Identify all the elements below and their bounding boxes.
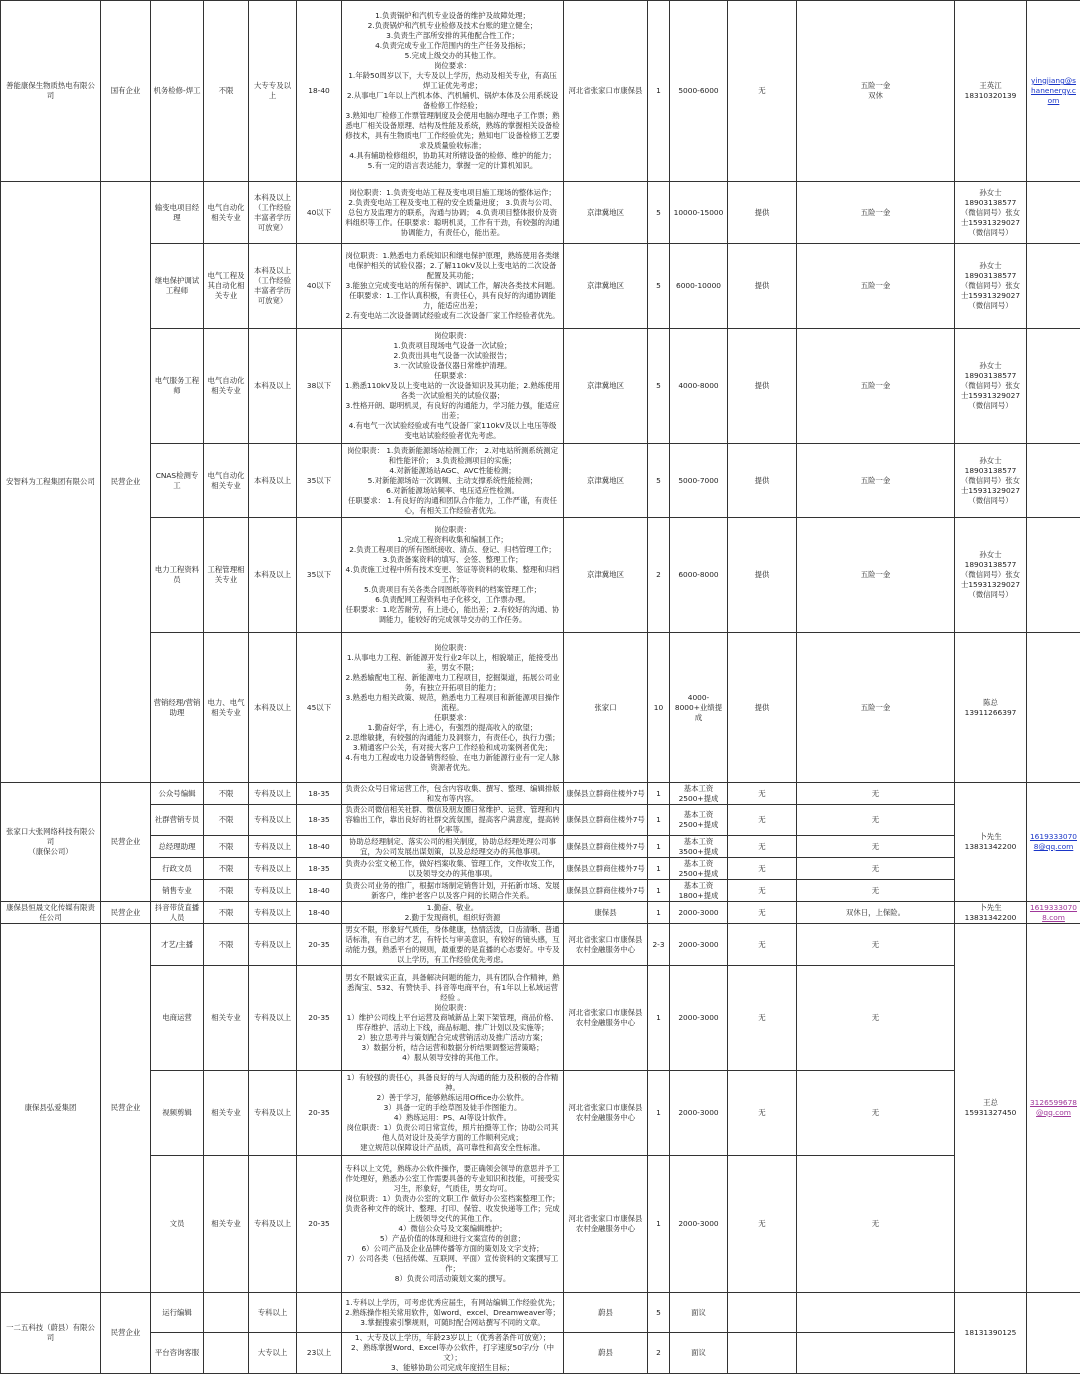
job-benefits [797, 1293, 955, 1333]
job-age: 18-40 [297, 902, 342, 924]
job-benefits: 五险一金 [797, 182, 955, 244]
job-salary: 6000-10000 [670, 244, 728, 329]
job-salary: 基本工资2500+提成 [670, 805, 728, 836]
table-row [1, 858, 1080, 880]
company-type: 民营企业 [101, 182, 151, 783]
job-count: 1 [648, 836, 670, 858]
contact-email [1027, 182, 1080, 244]
job-major: 相关专业 [204, 1071, 249, 1156]
table-row [1, 924, 1080, 966]
job-location: 康保县立群商住楼外7号 [564, 836, 648, 858]
job-age: 45以下 [297, 633, 342, 783]
table-row [1, 836, 1080, 858]
job-position: 营销经理/营销助理 [151, 633, 204, 783]
job-duties: 1）有较强的责任心，具备良好的与人沟通的能力及积极的合作精神。 2）善于学习，能够熟练运用Office办公软件。 3）具备一定的手绘草图及徒手作图能力。 4）熟练运用：PS、AI等设计软件。 岗位职责：1）负责公司日常宣传，照片拍摄等工作；协助公司其他人员对设计及美学方面的工作顺利完成； 建立规范以保障设计产品质，高可靠性和高安全性标准。 [342, 1071, 564, 1156]
job-location: 蔚县 [564, 1333, 648, 1374]
job-location: 康保县 [564, 902, 648, 924]
job-age: 18-35 [297, 858, 342, 880]
table-row [1, 1071, 1080, 1156]
table-row [1, 966, 1080, 1071]
job-major: 不限 [204, 783, 249, 805]
job-age: 35以下 [297, 444, 342, 518]
job-duties: 负责公司微信相关社群、微信及朋友圈日常维护、运营、管理和内容输出工作，靠出良好的社群交流氛围，提高客户满意度，提高转化率等。 [342, 805, 564, 836]
job-housing: 无 [728, 858, 797, 880]
job-major: 相关专业 [204, 1156, 249, 1293]
job-count: 1 [648, 880, 670, 902]
job-count: 1 [648, 858, 670, 880]
job-position: 总经理助理 [151, 836, 204, 858]
job-benefits: 双休日，上保险。 [797, 902, 955, 924]
job-age: 18-35 [297, 783, 342, 805]
job-position: CNAS检测专工 [151, 444, 204, 518]
job-age: 20-35 [297, 924, 342, 966]
contact-person: 王英江 18310320139 [955, 1, 1027, 182]
job-age: 23以上 [297, 1333, 342, 1374]
job-count: 1 [648, 783, 670, 805]
job-benefits: 无 [797, 805, 955, 836]
table-row [1, 783, 1080, 805]
job-benefits [797, 1333, 955, 1374]
job-location: 张家口 [564, 633, 648, 783]
job-education: 专科及以上 [249, 1071, 297, 1156]
job-location: 京津冀地区 [564, 329, 648, 444]
table-row [1, 1156, 1080, 1293]
job-duties: 1.负责锅炉和汽机专业设备的维护及故障处理； 2.负责锅炉和汽机专业检修及技术台账的建立健全； 3.负责生产部所安排的其他配合性工作； 4.负责完成专业工作范围内的生产任务及指标； 5.完成上级交办的其他工作。 岗位要求： 1.年龄50周岁以下，大专及以上学历，热动及相关专业，有高压焊工证优先考虑； 2.从事电厂1年以上汽机本体、汽机辅机、锅炉本体及公用系统设备检修工作经验； 3.熟知电厂检修工作票管理制度及会使用电脑办理电子工作票；熟悉电厂相关设备原理、结构及性能及系统，熟练的掌握相关设备检修技术，具有生物质电厂工作经验优先；熟知电厂设备检修工艺要求及质量验收标准； 4.具有辅助检修组织，协助其对所辖设备的检修、维护的能力； 5.有一定的语言表达能力，掌握一定的计算机知识。 [342, 1, 564, 182]
job-benefits: 无 [797, 783, 955, 805]
job-location: 河北省张家口市康保县农村金融服务中心 [564, 1071, 648, 1156]
company-name: 安智科为工程集团有限公司 [1, 182, 101, 783]
company-name: 一二五科技（蔚县）有限公司 [1, 1293, 101, 1374]
contact-email [1027, 329, 1080, 444]
job-location: 河北省张家口市康保县 [564, 1, 648, 182]
job-count: 1 [648, 1156, 670, 1293]
job-housing: 提供 [728, 518, 797, 633]
job-salary: 2000-3000 [670, 966, 728, 1071]
job-education: 专科及以上 [249, 924, 297, 966]
job-salary: 面议 [670, 1333, 728, 1374]
job-benefits: 无 [797, 880, 955, 902]
job-position: 电商运营 [151, 966, 204, 1071]
job-position: 机务检修-焊工 [151, 1, 204, 182]
job-location: 康保县立群商住楼外7号 [564, 880, 648, 902]
contact-person: 陈总13911266397 [955, 633, 1027, 783]
job-major: 不限 [204, 880, 249, 902]
contact-email [1027, 633, 1080, 783]
job-location: 京津冀地区 [564, 182, 648, 244]
job-benefits: 无 [797, 858, 955, 880]
job-position: 运行编辑 [151, 1293, 204, 1333]
job-major: 不限 [204, 836, 249, 858]
job-age: 18-40 [297, 880, 342, 902]
job-count: 1 [648, 805, 670, 836]
table-row [1, 1293, 1080, 1333]
job-count: 1 [648, 966, 670, 1071]
job-position: 才艺/主播 [151, 924, 204, 966]
contact-email[interactable] [1027, 902, 1080, 924]
job-housing: 无 [728, 1071, 797, 1156]
job-position: 输变电项目经理 [151, 182, 204, 244]
email-link[interactable]: 3126599678@qq.com [1030, 1098, 1077, 1117]
job-benefits: 五险一金 [797, 444, 955, 518]
contact-email [1027, 244, 1080, 329]
job-salary: 4000-8000+业绩提成 [670, 633, 728, 783]
job-education: 专科及以上 [249, 902, 297, 924]
job-benefits: 五险一金 双休 [797, 1, 955, 182]
table-row [1, 244, 1080, 329]
job-count: 1 [648, 1071, 670, 1156]
job-location: 康保县立群商住楼外7号 [564, 858, 648, 880]
job-education: 专科及以上 [249, 966, 297, 1071]
job-duties: 1、大专及以上学历，年龄23岁以上（优秀者条件可放宽）； 2、熟练掌握Word、Excel等办公软件，打字速度50字/分（中文）； 3、能够协助公司完成年度招生目标； [342, 1333, 564, 1374]
contact-person: 18131390125 [955, 1293, 1027, 1374]
job-major: 不限 [204, 858, 249, 880]
contact-person: 卜先生 13831342200 [955, 783, 1027, 902]
job-education: 本科及以上 [249, 633, 297, 783]
company-name: 康保县弘爱集团 [1, 924, 101, 1293]
job-age: 40以下 [297, 182, 342, 244]
job-position: 社群营销专员 [151, 805, 204, 836]
job-position: 视频剪辑 [151, 1071, 204, 1156]
contact-email [1027, 518, 1080, 633]
job-housing [728, 1293, 797, 1333]
job-salary: 基本工资2500+提成 [670, 783, 728, 805]
job-duties: 协助总经理制定、落实公司的相关制度，协助总经理处理公司事宜，为公司发展出谋划策，以及总经理交办的其他事项。 [342, 836, 564, 858]
job-housing: 提供 [728, 633, 797, 783]
job-position: 行政文员 [151, 858, 204, 880]
job-housing: 提供 [728, 329, 797, 444]
job-count: 5 [648, 182, 670, 244]
company-type: 民营企业 [101, 924, 151, 1293]
job-benefits: 五险一金 [797, 329, 955, 444]
job-education: 专科及以上 [249, 836, 297, 858]
job-position: 文员 [151, 1156, 204, 1293]
job-education: 本科及以上（工作经验丰富者学历可放宽） [249, 244, 297, 329]
job-education: 本科及以上 [249, 329, 297, 444]
job-count: 5 [648, 329, 670, 444]
job-salary: 基本工资2500+提成 [670, 858, 728, 880]
job-age: 20-35 [297, 966, 342, 1071]
job-benefits: 五险一金 [797, 633, 955, 783]
job-location: 京津冀地区 [564, 244, 648, 329]
job-salary: 面议 [670, 1293, 728, 1333]
job-benefits: 无 [797, 924, 955, 966]
job-housing: 提供 [728, 244, 797, 329]
job-salary: 2000-3000 [670, 1156, 728, 1293]
job-duties: 岗位职责：1.熟悉电力系统知识和继电保护原理，熟练使用各类继电保护相关的试验仪器；2.了解110kV及以上变电站的二次设备配置及其功能； 3.能独立完成变电站的所有保护、调试工作，解决各类技术问题。 任职要求：1.工作认真积极，有责任心，具有良好的沟通协调能力，能适应出差； 2.有变电站二次设备调试经验或有二次设备厂家工作经验者优先。 [342, 244, 564, 329]
job-count: 2 [648, 518, 670, 633]
job-benefits: 五险一金 [797, 244, 955, 329]
job-age: 40以下 [297, 244, 342, 329]
job-housing: 无 [728, 924, 797, 966]
job-housing: 提供 [728, 444, 797, 518]
contact-email[interactable] [1027, 783, 1080, 902]
job-education: 专科及以上 [249, 1156, 297, 1293]
job-major: 不限 [204, 1, 249, 182]
company-name: 善能康保生物质热电有限公司 [1, 1, 101, 182]
job-education: 专科以上 [249, 1293, 297, 1333]
job-education: 专科及以上 [249, 880, 297, 902]
contact-person: 卜先生 13831342200 [955, 902, 1027, 924]
table-row [1, 1, 1080, 182]
job-age: 18-40 [297, 1, 342, 182]
job-benefits: 无 [797, 966, 955, 1071]
job-duties: 1.专科以上学历，可考虑优秀应届生，有网站编辑工作经验优先； 2.熟练操作相关常用软件，如word、excel、Dreamweaver等； 3.掌握搜索引擎规则，可随时配合网站撰写不同的文章。 [342, 1293, 564, 1333]
job-major: 工程管理相关专业 [204, 518, 249, 633]
table-row [1, 1333, 1080, 1374]
company-type: 民营企业 [101, 783, 151, 902]
job-major: 不限 [204, 902, 249, 924]
job-duties: 岗位职责： 1.负责项目现场电气设备一次试验； 2.负责出具电气设备一次试验报告； 3.一次试验设备仪器日常维护清理。 任职要求： 1.熟悉110kV及以上变电站的一次设备知识及其功能；2.熟练使用各类一次试验相关的试验仪器； 3.性格开朗、聪明机灵，有良好的沟通能力，学习能力强，能适应出差； 4.有电气一次试验经验或有电气设备厂家110kV及以上电压等级变电站试验经验者优先考虑。 [342, 329, 564, 444]
job-housing: 无 [728, 836, 797, 858]
job-location: 河北省张家口市康保县农村金融服务中心 [564, 966, 648, 1071]
job-major: 不限 [204, 924, 249, 966]
job-age [297, 1293, 342, 1333]
job-major: 电气工程及其自动化相关专业 [204, 244, 249, 329]
job-count: 1 [648, 1, 670, 182]
contact-email[interactable] [1027, 924, 1080, 1293]
job-location: 康保县立群商住楼外7号 [564, 783, 648, 805]
job-location: 京津冀地区 [564, 518, 648, 633]
job-housing: 无 [728, 966, 797, 1071]
job-duties: 男女不限，形象好气质佳，身体健康，热情活泼，口齿清晰、普通话标准，有自己的才艺，有特长与审美意识，有较好的镜头感，互动能力强，熟悉平台的规则，最重要的是直播的心态要好。中专及以上学历，有工作经验优先考虑。 [342, 924, 564, 966]
job-position: 继电保护调试工程师 [151, 244, 204, 329]
job-position: 销售专业 [151, 880, 204, 902]
job-education: 专科及以上 [249, 783, 297, 805]
job-salary: 5000-7000 [670, 444, 728, 518]
job-count: 2-3 [648, 924, 670, 966]
contact-person: 孙女士 18903138577（微信同号）张女士15931329027（微信同号） [955, 244, 1027, 329]
email-link[interactable]: 16193330708@qq.com [1030, 832, 1077, 851]
job-major: 电气自动化相关专业 [204, 329, 249, 444]
job-major: 不限 [204, 805, 249, 836]
job-age: 38以下 [297, 329, 342, 444]
job-position: 电力工程资料员 [151, 518, 204, 633]
job-count: 5 [648, 444, 670, 518]
job-duties: 负责公众号日常运营工作，包含内容收集、撰写、整理、编辑排版和发布等内容。 [342, 783, 564, 805]
table-row [1, 902, 1080, 924]
job-major: 电气自动化相关专业 [204, 444, 249, 518]
job-age: 18-40 [297, 836, 342, 858]
job-duties: 岗位职责： 1.从事电力工程、新能源开发行业2年以上，相貌端正，能接受出差，男女不限； 2.熟悉输配电工程、新能源电力工程项目，挖掘渠道，拓展公司业务，有独立开拓项目的能力； 3.熟悉电力相关政策、规范，熟悉电力工程项目和新能源项目操作流程。 任职要求： 1.勤奋好学，有上进心，有强烈的提高收入的欲望； 2.思维敏捷，有较强的沟通能力及洞察力，有责任心，执行力强； 3.精通客户公关，有对接大客户工作经验和成功案例者优先； 4.有电力工程或电力设备销售经验、在电力新能源行业有一定人脉资源者优先。 [342, 633, 564, 783]
job-location: 河北省张家口市康保县农村金融服务中心 [564, 924, 648, 966]
job-count: 2 [648, 1333, 670, 1374]
job-salary: 2000-3000 [670, 1071, 728, 1156]
job-duties: 男女不限诚实正直，具备解决问题的能力，具有团队合作精神，熟悉淘宝、532、有赞快手、抖音等电商平台，有1年以上私域运营经验 。 岗位职责： 1）维护公司线上平台运营及商城新品上架下架管理，商品价格、库存维护、活动上下线，商品标题、推广计划以及实施等； 2）独立思考并与策划配合完成营销活动及推广活动方案； 3）数据分析，结合运营和数据分析结果调整运营策略； 4）服从领导安排的其他工作。 [342, 966, 564, 1071]
table-row [1, 518, 1080, 633]
job-age: 35以下 [297, 518, 342, 633]
job-salary: 2000-3000 [670, 924, 728, 966]
job-benefits: 无 [797, 1071, 955, 1156]
job-location: 康保县立群商住楼外7号 [564, 805, 648, 836]
job-education: 大专专及以上 [249, 1, 297, 182]
contact-person: 孙女士 18903138577（微信同号）张女士15931329027（微信同号） [955, 518, 1027, 633]
job-benefits: 无 [797, 836, 955, 858]
contact-person: 孙女士 18903138577（微信同号）张女士15931329027（微信同号） [955, 182, 1027, 244]
job-benefits: 无 [797, 1156, 955, 1293]
job-major [204, 1333, 249, 1374]
job-housing: 无 [728, 805, 797, 836]
email-link[interactable]: yingjiang@shanenergy.com [1031, 76, 1076, 105]
job-count: 5 [648, 1293, 670, 1333]
job-salary: 10000-15000 [670, 182, 728, 244]
job-salary: 2000-3000 [670, 902, 728, 924]
job-housing: 无 [728, 902, 797, 924]
company-type: 国有企业 [101, 1, 151, 182]
job-salary: 基本工资1800+提成 [670, 880, 728, 902]
company-name: 康保县恒晟文化传媒有限责任公司 [1, 902, 101, 924]
table-row [1, 805, 1080, 836]
job-education: 本科及以上 [249, 518, 297, 633]
job-location: 河北省张家口市康保县农村金融服务中心 [564, 1156, 648, 1293]
job-salary: 基本工资3500+提成 [670, 836, 728, 858]
job-age: 20-35 [297, 1071, 342, 1156]
job-housing: 无 [728, 1156, 797, 1293]
job-position: 抖音带货直播人员 [151, 902, 204, 924]
job-count: 1 [648, 902, 670, 924]
contact-email[interactable] [1027, 1, 1080, 182]
job-salary: 4000-8000 [670, 329, 728, 444]
job-major: 电气自动化相关专业 [204, 182, 249, 244]
job-duties: 负责公司业务的推广，根据市场制定销售计划，开拓新市场、发展新客户，维护老客户以及客户间的长期合作关系。 [342, 880, 564, 902]
job-education: 本科及以上（工作经验丰富者学历可放宽） [249, 182, 297, 244]
job-duties: 专科以上文凭，熟练办公软件操作，要正确领会领导的意思并予工作处理好，熟悉办公室工作需要具备的专业知识和技能，可接受实习生，形象好，气质佳，男女均可。 岗位职责：1）负责办公室的文职工作 做好办公室档案整理工作； 负责各种文件的统计、整理、打印、保管、收发快递等工作；完成上级领导交代的其他工作。 4）微信公众号及文案编辑维护； 5）产品价值的体现和进行文案宣传的创意； 6）公司产品及企业品牌传播等方面的策划及文字支持； 7）公司各类（包括传媒、互联网、平面）宣传资料的文案撰写工作； 8）负责公司活动策划文案的撰写。 [342, 1156, 564, 1293]
job-major: 相关专业 [204, 966, 249, 1071]
job-housing: 无 [728, 1, 797, 182]
job-duties: 1.勤奋、敬业。 2.勤于发现商机，组织好资源 [342, 902, 564, 924]
company-type: 民营企业 [101, 1293, 151, 1374]
company-type: 民营企业 [101, 902, 151, 924]
company-name: 张家口大张网络科技有限公司 （康保公司） [1, 783, 101, 902]
job-position: 公众号编辑 [151, 783, 204, 805]
job-education: 专科及以上 [249, 805, 297, 836]
job-salary: 6000-8000 [670, 518, 728, 633]
job-major [204, 1293, 249, 1333]
table-row [1, 182, 1080, 244]
job-age: 20-35 [297, 1156, 342, 1293]
table-row [1, 329, 1080, 444]
table-row [1, 880, 1080, 902]
contact-person: 王总15931327450 [955, 924, 1027, 1293]
job-housing [728, 1333, 797, 1374]
job-duties: 岗位职责： 1.完成工程资料收集和编制工作； 2.负责工程项目的所有图纸接收、清点、登记、归档管理工作； 3.负责备案资料的填写、会签、整理工作； 4.负责施工过程中所有技术变更、签证等资料的收集、整理和归档工作； 5.负责项目有关各类合同图纸等资料的档案管理工作； 6.负责配网工程资料电子化移交，工作票办理。 任职要求：1.吃苦耐劳，有上进心，能出差；2.有较好的沟通、协调能力，能较好的完成领导交办的工作任务。 [342, 518, 564, 633]
job-salary: 5000-6000 [670, 1, 728, 182]
job-education: 大专以上 [249, 1333, 297, 1374]
contact-email [1027, 1293, 1080, 1374]
job-age: 18-35 [297, 805, 342, 836]
job-housing: 提供 [728, 182, 797, 244]
job-education: 本科及以上 [249, 444, 297, 518]
contact-email [1027, 444, 1080, 518]
job-location: 京津冀地区 [564, 444, 648, 518]
email-link[interactable]: 16193330708.com [1030, 903, 1077, 922]
job-count: 5 [648, 244, 670, 329]
table-row [1, 633, 1080, 783]
job-education: 专科及以上 [249, 858, 297, 880]
table-row [1, 444, 1080, 518]
job-duties: 负责办公室文秘工作，做好档案收集、管理工作，文件收发工作，以及领导交办的其他事项。 [342, 858, 564, 880]
contact-person: 孙女士 18903138577（微信同号）张女士15931329027（微信同号） [955, 444, 1027, 518]
job-housing: 无 [728, 880, 797, 902]
job-major: 电力、电气相关专业 [204, 633, 249, 783]
job-count: 10 [648, 633, 670, 783]
job-duties: 岗位职责：1.负责变电站工程及变电项目施工现场的整体运作； 2.负责变电站工程及变电工程的安全质量进度； 3.负责与公司、总包方及监理方的联系，沟通与协调； 4.负责项目整体报价及资料组织等工作。任职要求：聪明机灵，工作有干劲，有较强的沟通协调能力，有责任心，能出差。 [342, 182, 564, 244]
job-location: 蔚县 [564, 1293, 648, 1333]
job-position: 电气服务工程师 [151, 329, 204, 444]
contact-person: 孙女士 18903138577（微信同号）张女士15931329027（微信同号） [955, 329, 1027, 444]
job-position: 平台咨询客服 [151, 1333, 204, 1374]
job-duties: 岗位职责： 1.负责新能源场站检测工作； 2.对电站所测系统测定和性能评价； 3.负责检测项目的实施； 4.对新能源场站AGC、AVC性能检测； 5.对新能源场站一次调频、主动支撑系统性能检测； 6.对新能源场站频率、电压适应性检测。 任职要求： 1.有良好的沟通和团队合作能力，工作严谨，有责任心，有相关工作经验者优先。 [342, 444, 564, 518]
job-benefits: 五险一金 [797, 518, 955, 633]
job-housing: 无 [728, 783, 797, 805]
